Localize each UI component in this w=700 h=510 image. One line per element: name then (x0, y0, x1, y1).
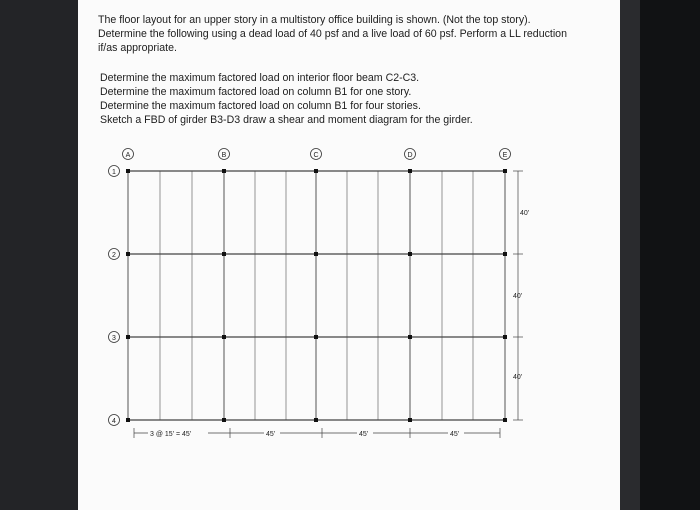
task-beam-c2-c3: Determine the maximum factored load on interior floor beam C2-C3. (100, 72, 420, 84)
intro-line-2: Determine the following using a dead load of 40 psf and a live load of 60 psf. Perform a LL reduction (98, 28, 567, 40)
column-label-e: E (502, 152, 508, 159)
row-label-3: 3 (112, 335, 116, 342)
dim-bay-b-c: 45' (266, 431, 276, 438)
column-label-b: B (221, 152, 227, 159)
dim-bay-c-d: 45' (359, 431, 369, 438)
row-bubble-1 (109, 166, 120, 177)
dim-bay-d-e: 45' (450, 431, 460, 438)
column-bubble-e (500, 149, 511, 160)
row-label-1: 1 (112, 169, 116, 176)
column-line-beams (128, 171, 505, 420)
dim-bay-a-b: 3 @ 15' = 45' (150, 431, 192, 438)
column-bubble-c (311, 149, 322, 160)
dim-row-3-4: 40' (513, 374, 523, 381)
column-label-a: A (125, 152, 131, 159)
dim-row-2-3: 40' (513, 293, 523, 300)
row-bubble-4 (109, 415, 120, 426)
row-label-4: 4 (112, 418, 116, 425)
row-label-2: 2 (112, 252, 116, 259)
task-girder-fbd: Sketch a FBD of girder B3-D3 draw a shear and moment diagram for the girder. (100, 114, 473, 126)
row-bubble-3 (109, 332, 120, 343)
column-label-c: C (313, 152, 319, 159)
column-bubble-a (123, 149, 134, 160)
task-column-b1-one-story: Determine the maximum factored load on column B1 for one story. (100, 86, 412, 98)
intro-line-3: if/as appropriate. (98, 42, 177, 54)
column-bubble-d (405, 149, 416, 160)
column-label-d: D (407, 152, 413, 159)
column-bubble-b (219, 149, 230, 160)
intro-line-1: The floor layout for an upper story in a multistory office building is shown. (Not the top story). (98, 14, 531, 26)
row-bubble-2 (109, 249, 120, 260)
dim-row-1-2: 40' (520, 210, 530, 217)
task-column-b1-four-stories: Determine the maximum factored load on column B1 for four stories. (100, 100, 421, 112)
